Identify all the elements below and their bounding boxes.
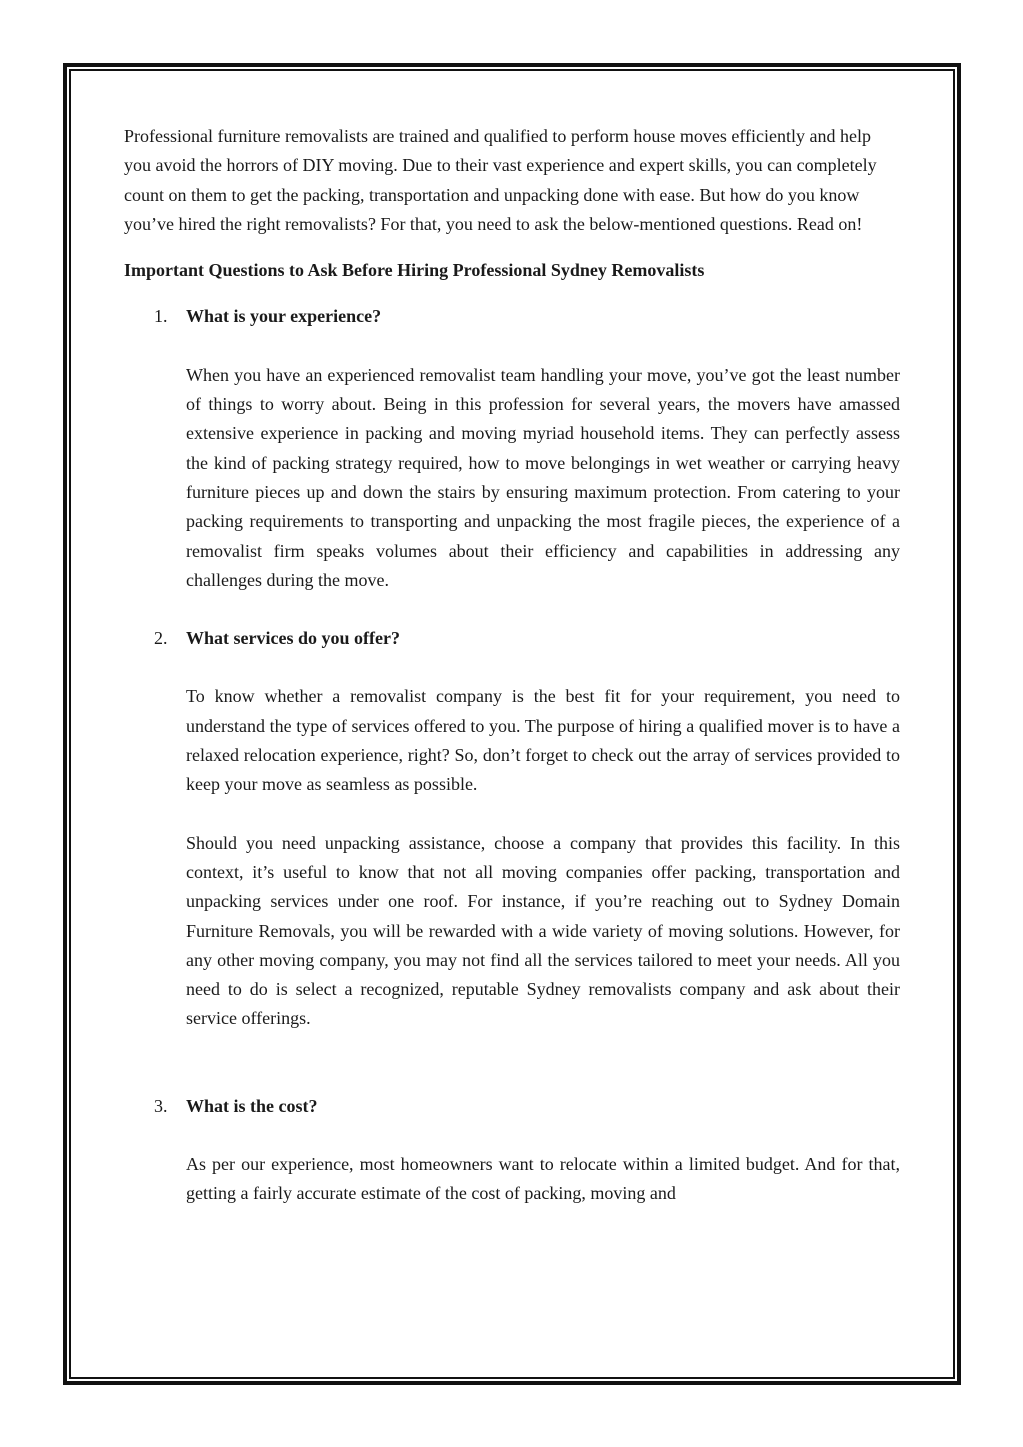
- item-paragraph: To know whether a removalist company is the best fit for your requirement, you need to understand the type of services offered to you. The purpose of hiring a qualified mover is to have a relaxed relocation experience, right? So, don’t forget to check out the array of services provided to keep your move as seamless as possible.: [186, 686, 900, 795]
- item-title: [154, 624, 900, 653]
- item-title-text: What is your experience?: [186, 306, 382, 327]
- item-title: [154, 1092, 900, 1121]
- list-item: [154, 624, 900, 1034]
- list-item: [154, 302, 900, 595]
- document-body: [124, 122, 900, 1209]
- item-number: 2.: [154, 628, 168, 649]
- item-paragraph: Should you need unpacking assistance, choose a company that provides this facility. In this context, it’s useful to know that not all moving companies offer packing, transportation and unpacking services under one roof. For instance, if you’re reaching out to Sydney Domain Furniture Removals, you will be rewarded with a wide variety of moving solutions. However, for any other moving company, you may not find all the services tailored to meet your needs. All you need to do is select a recognized, reputable Sydney removalists company and ask about their service offerings.: [186, 832, 900, 1029]
- item-title-text: What is the cost?: [186, 1095, 318, 1116]
- item-title: [154, 302, 900, 331]
- item-number: 3.: [154, 1095, 168, 1116]
- intro-paragraph: Professional furniture removalists are trained and qualified to perform house moves efficiently and help you avoid the horrors of DIY moving. Due to their vast experience and expert skills, you can completely count on them to get the packing, transportation and unpacking done with ease. But how do you know you’ve hired the right removalists? For that, you need to ask the below-mentioned questions. Read on!: [124, 126, 877, 234]
- item-paragraph: As per our experience, most homeowners want to relocate within a limited budget. And for that, getting a fairly accurate estimate of the cost of packing, moving and: [186, 1154, 900, 1204]
- section-heading: Important Questions to Ask Before Hiring Professional Sydney Removalists: [124, 260, 705, 281]
- item-number: 1.: [154, 306, 168, 327]
- list-item: [154, 1092, 900, 1209]
- item-title-text: What services do you offer?: [186, 628, 400, 649]
- item-paragraph: When you have an experienced removalist team handling your move, you’ve got the least number of things to worry about. Being in this profession for several years, the movers have amassed extensive experience in packing and moving myriad household items. They can perfectly assess the kind of packing strategy required, how to move belongings in wet weather or carrying heavy furniture pieces up and down the stairs by ensuring maximum protection. From catering to your packing requirements to transporting and unpacking the most fragile pieces, the experience of a removalist firm speaks volumes about their efficiency and capabilities in addressing any challenges during the move.: [186, 364, 900, 590]
